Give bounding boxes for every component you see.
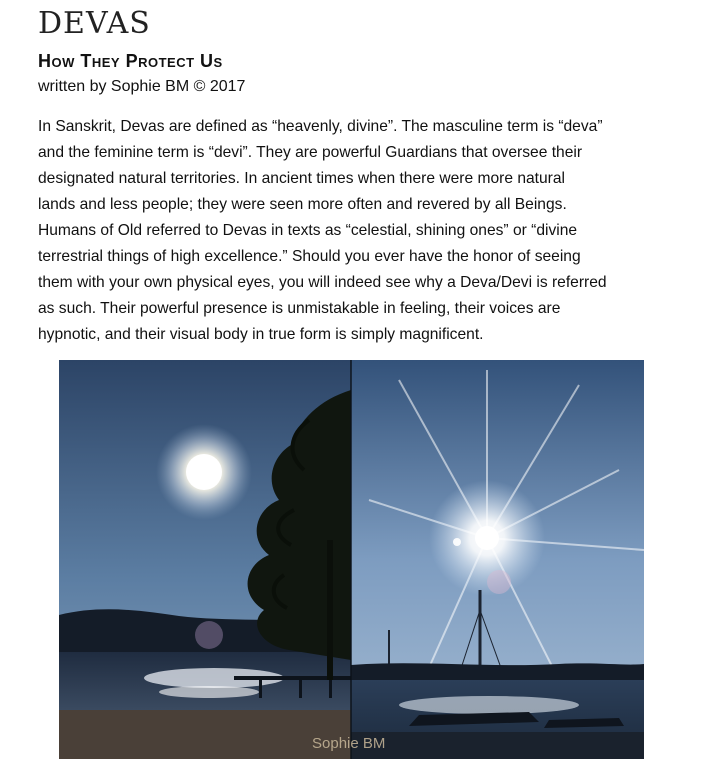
page-subtitle: How They Protect Us bbox=[38, 51, 223, 71]
body-line: terrestrial things of high excellence.” Should you ever have the honor of seeing bbox=[38, 248, 581, 265]
body-line: Humans of Old referred to Devas in texts as “celestial, shining ones” or “divine bbox=[38, 222, 578, 239]
photo-collage-art bbox=[59, 360, 644, 759]
body-line: hypnotic, and their visual body in true form is simply magnificent. bbox=[38, 326, 484, 343]
author-byline: written by Sophie BM © 2017 bbox=[38, 78, 246, 95]
body-line: designated natural territories. In ancient times when there were more natural bbox=[38, 170, 565, 187]
body-line: lands and less people; they were seen more often and revered by all Beings. bbox=[38, 196, 567, 213]
photo-collage bbox=[59, 360, 644, 759]
body-line: as such. Their powerful presence is unmistakable in feeling, their voices are bbox=[38, 300, 561, 317]
left-photo-panel bbox=[59, 360, 354, 759]
body-paragraph bbox=[38, 114, 670, 348]
photo-watermark: Sophie BM bbox=[312, 735, 386, 752]
page-title: DEVAS bbox=[38, 6, 151, 41]
right-photo-panel bbox=[351, 360, 644, 759]
body-line: them with your own physical eyes, you will indeed see why a Deva/Devi is referred bbox=[38, 274, 607, 291]
body-line: and the feminine term is “devi”. They are powerful Guardians that oversee their bbox=[38, 144, 583, 161]
body-line: In Sanskrit, Devas are defined as “heavenly, divine”. The masculine term is “deva” bbox=[38, 118, 603, 135]
